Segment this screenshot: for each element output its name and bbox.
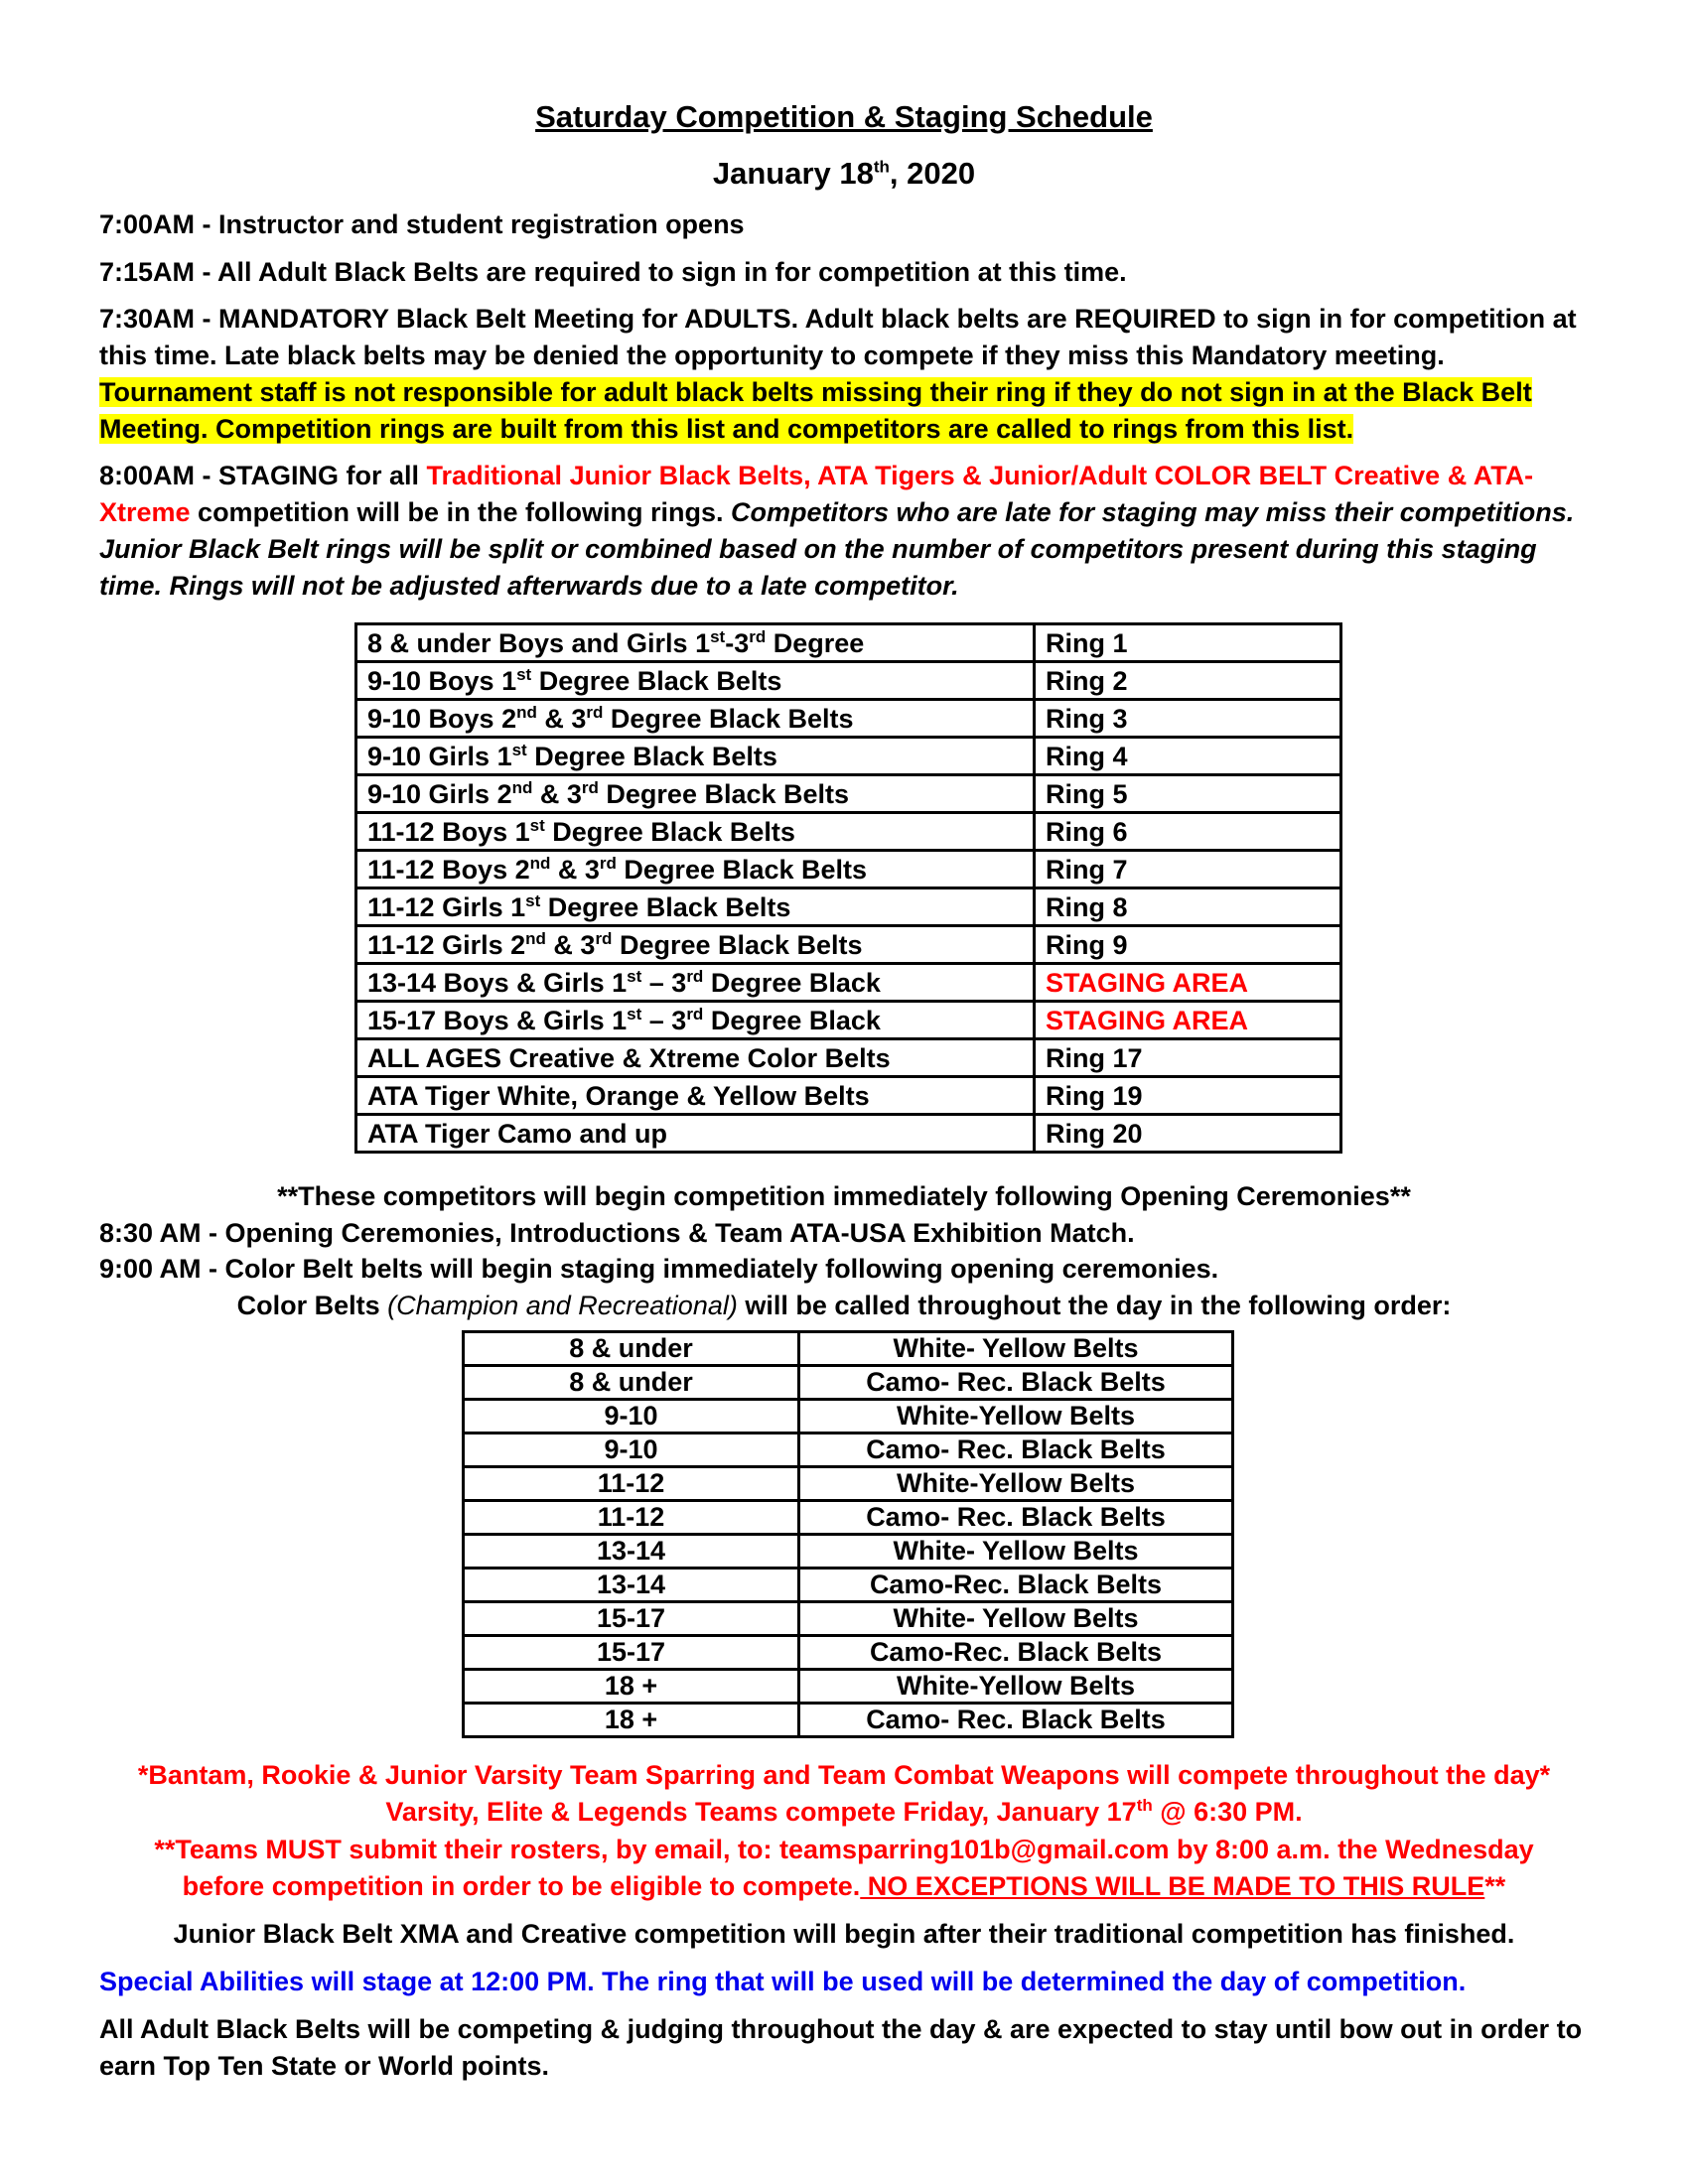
age-cell: 11-12 — [464, 1501, 799, 1535]
ring-cell: Ring 9 — [1035, 926, 1341, 964]
ring-cell: Ring 20 — [1035, 1115, 1341, 1153]
belt-cell: White- Yellow Belts — [799, 1602, 1233, 1636]
ring-cell: STAGING AREA — [1035, 964, 1341, 1002]
division-cell: ATA Tiger White, Orange & Yellow Belts — [356, 1077, 1035, 1115]
special-abilities-note: Special Abilities will stage at 12:00 PM. The ring that will be used will be determined the day of competition. — [99, 1967, 1467, 1996]
teams-line-3: **Teams MUST submit their rosters, by email, to: teamsparring101b@gmail.com by 8:00 a.m. the Wednesday — [154, 1835, 1534, 1864]
ring-cell: STAGING AREA — [1035, 1002, 1341, 1039]
ring-cell: Ring 7 — [1035, 851, 1341, 888]
division-cell: 15-17 Boys & Girls 1st – 3rd Degree Black — [356, 1002, 1035, 1039]
belt-cell: Camo- Rec. Black Belts — [799, 1704, 1233, 1737]
belt-cell: White-Yellow Belts — [799, 1467, 1233, 1501]
division-cell: 11-12 Boys 1st Degree Black Belts — [356, 813, 1035, 851]
belt-cell: Camo- Rec. Black Belts — [799, 1433, 1233, 1467]
highlight-notice: Tournament staff is not responsible for adult black belts missing their ring if they do not sign in at the Black Belt Meeting. Competition rings are built from this list and competitors are called to rings from this list. — [99, 377, 1532, 444]
age-cell: 8 & under — [464, 1332, 799, 1366]
table-row — [464, 1535, 1233, 1569]
ring-cell: Ring 1 — [1035, 624, 1341, 662]
schedule-730: 7:30AM - MANDATORY Black Belt Meeting for ADULTS. Adult black belts are REQUIRED to sign in for competition at this time. Late black belts may be denied the opportunity to compete if they miss this Mandatory meeting. Tournament staff is not responsible for adult black belts missing their ring if they do not sign in at the Black Belt Meeting. Competition rings are built from this list and competitors are called to rings from this list. — [99, 304, 1577, 444]
belt-cell: Camo- Rec. Black Belts — [799, 1366, 1233, 1400]
division-cell: ALL AGES Creative & Xtreme Color Belts — [356, 1039, 1035, 1077]
ring-cell: Ring 2 — [1035, 662, 1341, 700]
table-row — [356, 1002, 1341, 1039]
age-cell: 8 & under — [464, 1366, 799, 1400]
table-row — [356, 813, 1341, 851]
ring-cell: Ring 4 — [1035, 738, 1341, 775]
table-row — [356, 964, 1341, 1002]
table-row — [356, 662, 1341, 700]
schedule-900: 9:00 AM - Color Belt belts will begin staging immediately following opening ceremonies. — [99, 1254, 1219, 1284]
schedule-715: 7:15AM - All Adult Black Belts are required to sign in for competition at this time. — [99, 257, 1127, 287]
adult-black-belt-note: All Adult Black Belts will be competing & judging throughout the day & are expected to stay until bow out in order to earn Top Ten State or World points. — [99, 2014, 1583, 2081]
page-title: Saturday Competition & Staging Schedule — [535, 99, 1153, 134]
belt-cell: White-Yellow Belts — [799, 1670, 1233, 1704]
ring-cell: Ring 19 — [1035, 1077, 1341, 1115]
belt-cell: Camo-Rec. Black Belts — [799, 1636, 1233, 1670]
division-cell: 9-10 Girls 1st Degree Black Belts — [356, 738, 1035, 775]
division-cell: ATA Tiger Camo and up — [356, 1115, 1035, 1153]
belt-cell: White-Yellow Belts — [799, 1400, 1233, 1433]
belt-cell: Camo- Rec. Black Belts — [799, 1501, 1233, 1535]
age-cell: 13-14 — [464, 1569, 799, 1602]
table-row — [464, 1366, 1233, 1400]
page-date: January 18th, 2020 — [712, 156, 976, 191]
division-cell: 11-12 Boys 2nd & 3rd Degree Black Belts — [356, 851, 1035, 888]
table-row — [464, 1636, 1233, 1670]
table-row — [464, 1332, 1233, 1366]
ring-cell: Ring 8 — [1035, 888, 1341, 926]
belt-cell: Camo-Rec. Black Belts — [799, 1569, 1233, 1602]
table-row — [356, 624, 1341, 662]
belt-cell: White- Yellow Belts — [799, 1535, 1233, 1569]
table-row — [356, 1077, 1341, 1115]
ring-cell: Ring 6 — [1035, 813, 1341, 851]
color-belt-order: Color Belts (Champion and Recreational) will be called throughout the day in the following order: — [236, 1291, 1452, 1320]
table-row — [356, 1115, 1341, 1153]
schedule-830: 8:30 AM - Opening Ceremonies, Introductions & Team ATA-USA Exhibition Match. — [99, 1218, 1135, 1248]
division-cell: 11-12 Girls 1st Degree Black Belts — [356, 888, 1035, 926]
table-row — [356, 1039, 1341, 1077]
age-cell: 15-17 — [464, 1602, 799, 1636]
age-cell: 9-10 — [464, 1433, 799, 1467]
schedule-800: 8:00AM - STAGING for all Traditional Junior Black Belts, ATA Tigers & Junior/Adult COLOR BELT Creative & ATA-Xtreme competition will be in the following rings. Competitors who are late for staging may miss their competitions. Junior Black Belt rings will be split or combined based on the number of competitors present during this staging time. Rings will not be adjusted afterwards due to a late competitor. — [99, 461, 1575, 601]
age-cell: 11-12 — [464, 1467, 799, 1501]
table-row — [356, 851, 1341, 888]
age-cell: 9-10 — [464, 1400, 799, 1433]
division-cell: 9-10 Girls 2nd & 3rd Degree Black Belts — [356, 775, 1035, 813]
xma-note: Junior Black Belt XMA and Creative competition will begin after their traditional competition has finished. — [173, 1919, 1515, 1949]
age-cell: 18 + — [464, 1670, 799, 1704]
teams-line-1: *Bantam, Rookie & Junior Varsity Team Sparring and Team Combat Weapons will compete throughout the day* — [137, 1760, 1551, 1790]
table-row — [356, 926, 1341, 964]
ring-cell: Ring 3 — [1035, 700, 1341, 738]
division-cell: 11-12 Girls 2nd & 3rd Degree Black Belts — [356, 926, 1035, 964]
table-row — [356, 738, 1341, 775]
ring-cell: Ring 17 — [1035, 1039, 1341, 1077]
table-row — [356, 775, 1341, 813]
table-row — [464, 1602, 1233, 1636]
table-row — [464, 1569, 1233, 1602]
ring-note: **These competitors will begin competition immediately following Opening Ceremonies** — [277, 1181, 1411, 1211]
ring-cell: Ring 5 — [1035, 775, 1341, 813]
age-cell: 15-17 — [464, 1636, 799, 1670]
division-cell: 9-10 Boys 1st Degree Black Belts — [356, 662, 1035, 700]
division-cell: 9-10 Boys 2nd & 3rd Degree Black Belts — [356, 700, 1035, 738]
table-row — [356, 888, 1341, 926]
schedule-700: 7:00AM - Instructor and student registration opens — [99, 209, 745, 239]
ring-assignment-table — [354, 622, 1342, 1154]
division-cell: 13-14 Boys & Girls 1st – 3rd Degree Black — [356, 964, 1035, 1002]
teams-line-4: before competition in order to be eligible to compete. NO EXCEPTIONS WILL BE MADE TO THIS RULE** — [182, 1871, 1506, 1901]
table-row — [464, 1704, 1233, 1737]
division-cell: 8 & under Boys and Girls 1st-3rd Degree — [356, 624, 1035, 662]
table-row — [464, 1467, 1233, 1501]
table-row — [464, 1670, 1233, 1704]
table-row — [464, 1501, 1233, 1535]
age-cell: 18 + — [464, 1704, 799, 1737]
belt-cell: White- Yellow Belts — [799, 1332, 1233, 1366]
table-row — [464, 1400, 1233, 1433]
teams-line-2: Varsity, Elite & Legends Teams compete Friday, January 17th @ 6:30 PM. — [385, 1796, 1303, 1827]
age-cell: 13-14 — [464, 1535, 799, 1569]
table-row — [356, 700, 1341, 738]
table-row — [464, 1433, 1233, 1467]
color-belt-order-table — [462, 1330, 1234, 1738]
